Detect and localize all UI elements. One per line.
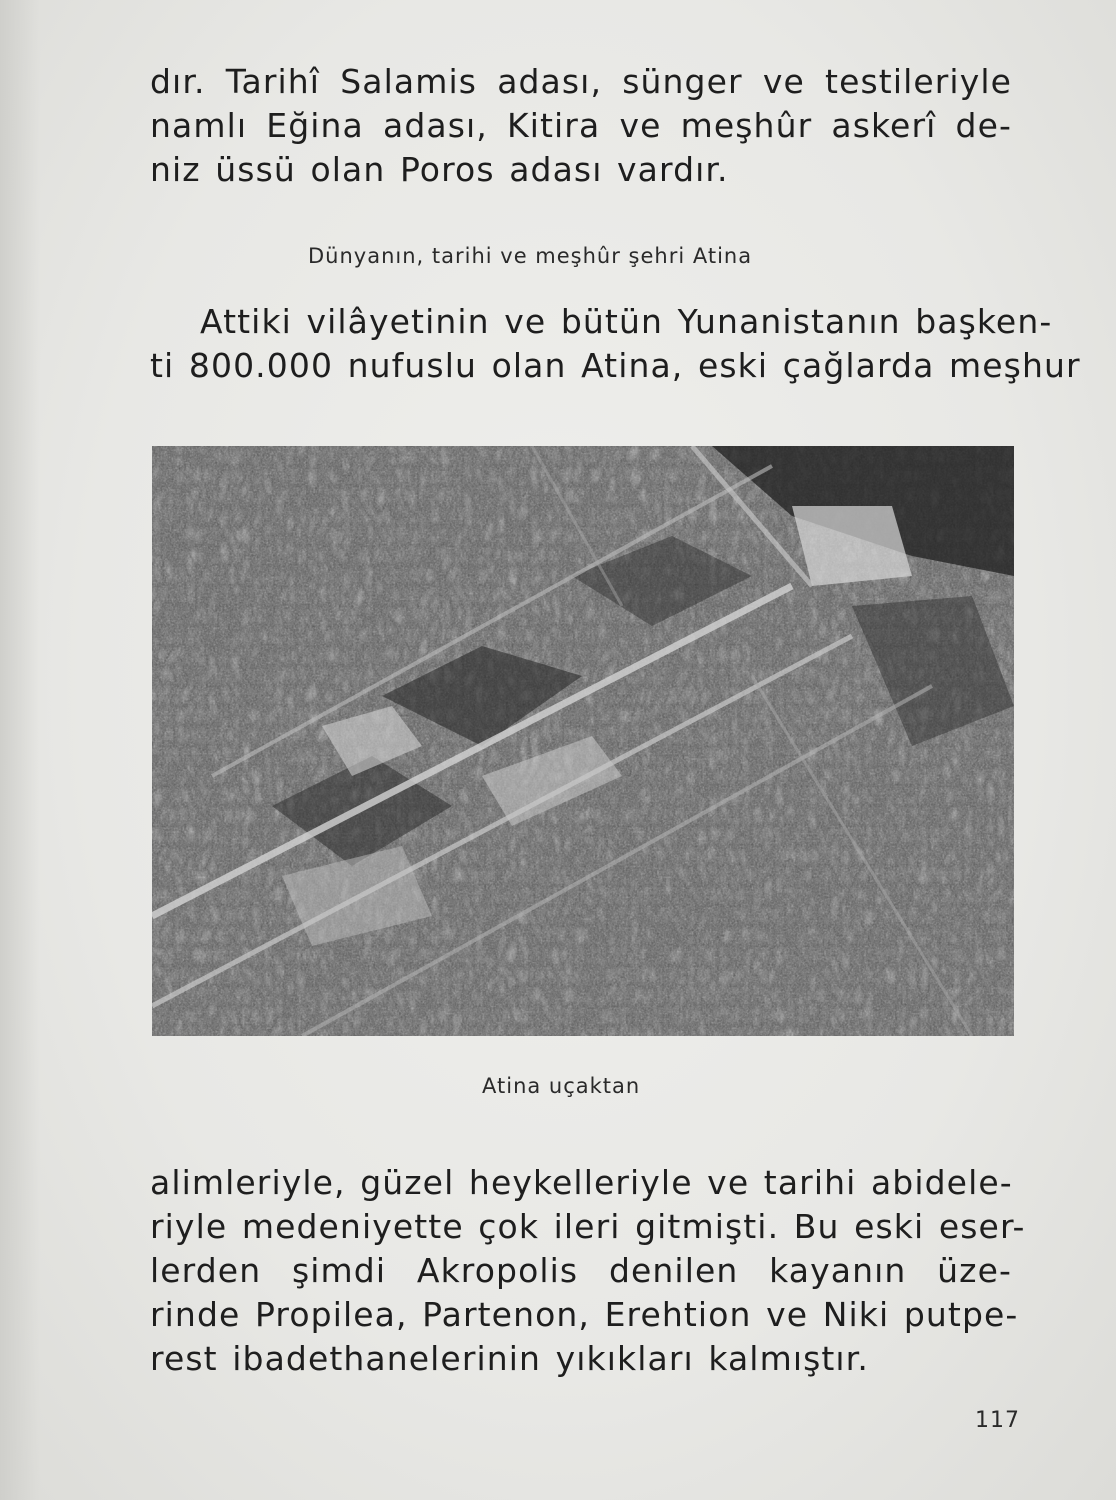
paragraph-2-line-1: Attiki vilâyetinin ve bütün Yunanistanın başken- bbox=[200, 302, 1053, 341]
section-heading: Dünyanın, tarihi ve meşhûr şehri Atina bbox=[308, 244, 753, 268]
paragraph-3-line-4: rinde Propilea, Partenon, Erehtion ve Niki putpe- bbox=[150, 1295, 1019, 1334]
page-number: 117 bbox=[975, 1408, 1020, 1433]
paragraph-3-line-2: riyle medeniyette çok ileri gitmişti. Bu eski eser- bbox=[150, 1207, 1026, 1246]
paragraph-1-line-3: niz üssü olan Poros adası vardır. bbox=[150, 150, 729, 189]
paragraph-3-line-1: alimleriyle, güzel heykelleriyle ve tarihi abidele- bbox=[150, 1163, 1013, 1202]
aerial-photo-of-athens bbox=[152, 446, 1014, 1036]
figure-caption: Atina uçaktan bbox=[482, 1074, 641, 1098]
paragraph-2-line-2: ti 800.000 nufuslu olan Atina, eski çağlarda meşhur bbox=[150, 346, 1081, 385]
paragraph-1-line-2: namlı Eğina adası, Kitira ve meşhûr askerî de- bbox=[150, 106, 1012, 145]
page-gutter-shadow bbox=[0, 0, 40, 1500]
paragraph-1-line-1: dır. Tarihî Salamis adası, sünger ve testileriyle bbox=[150, 62, 1012, 101]
paragraph-3-line-3: lerden şimdi Akropolis denilen kayanın üze- bbox=[150, 1251, 1012, 1290]
paragraph-3-line-5: rest ibadethanelerinin yıkıkları kalmıştır. bbox=[150, 1339, 869, 1378]
